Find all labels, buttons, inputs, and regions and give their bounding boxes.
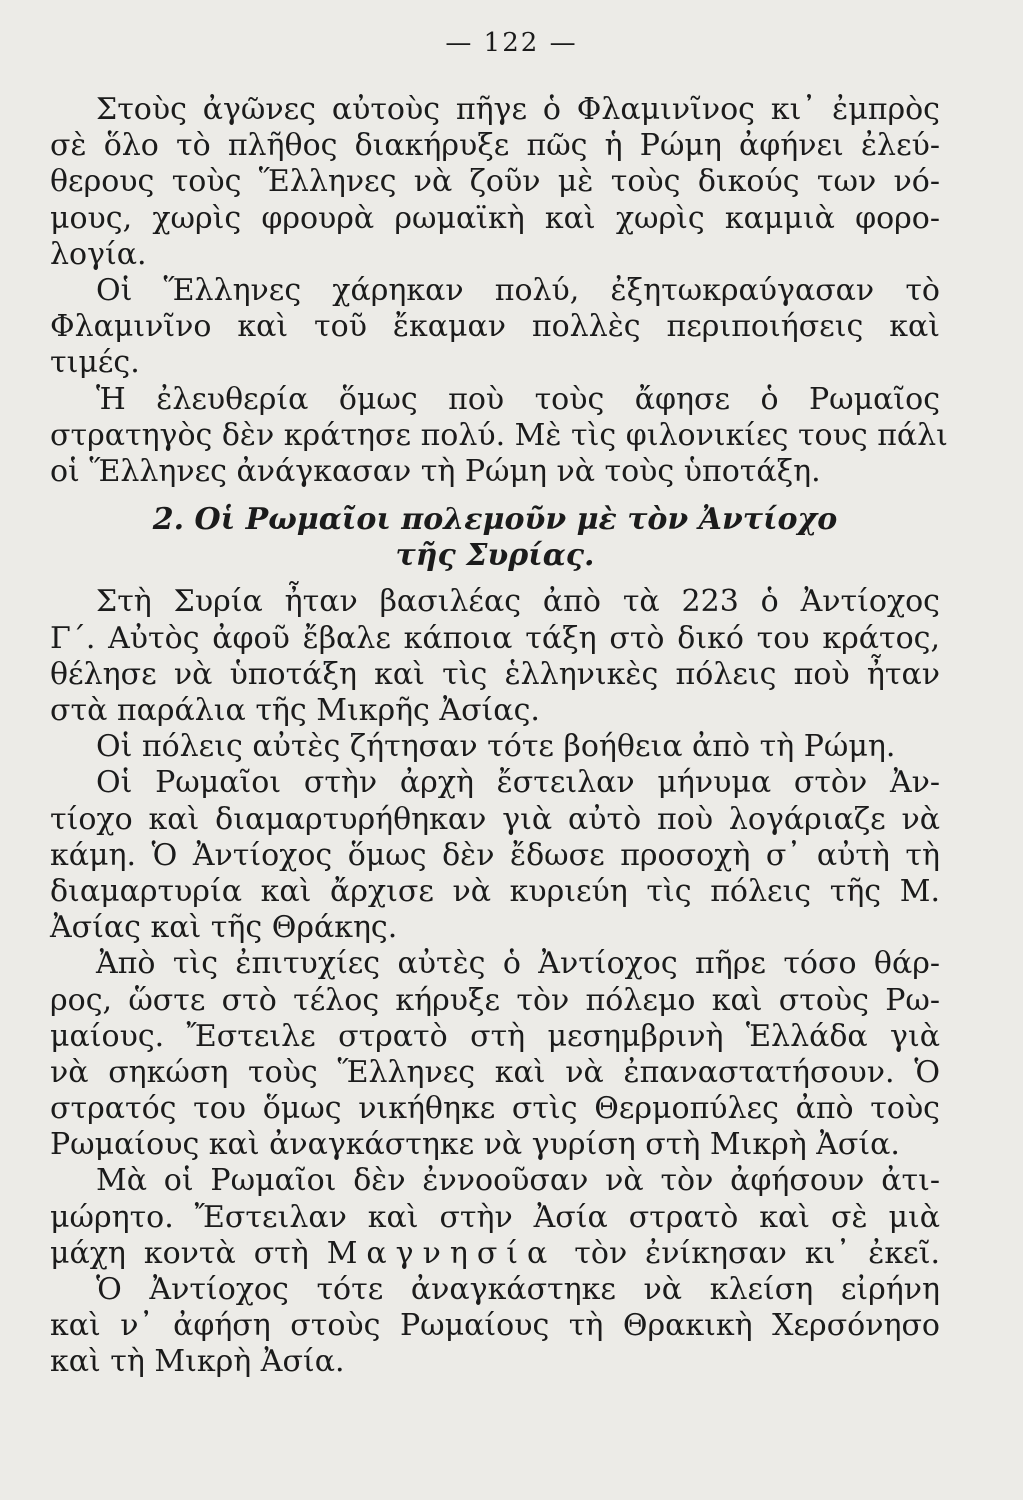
text-line: στρατός του ὅμως νικήθηκε στὶς Θερμοπύλες ἀπὸ τοὺς bbox=[50, 1091, 940, 1127]
spaced-place-name: Μαγνησία bbox=[326, 1235, 557, 1271]
text-line: τίοχο καὶ διαμαρτυρήθηκαν γιὰ αὐτὸ ποὺ λογάριαζε νὰ bbox=[50, 801, 940, 837]
text-line: Ρωμαίους καὶ ἀναγκάστηκε νὰ γυρίση στὴ Μικρὴ Ἀσία. bbox=[50, 1127, 900, 1163]
text-line: κάμη. Ὁ Ἀντίοχος ὅμως δὲν ἔδωσε προσοχὴ σ᾽ αὐτὴ τὴ bbox=[50, 837, 940, 873]
text-line-with-spaced-word bbox=[50, 1236, 940, 1272]
text-line: λογία. bbox=[50, 236, 147, 272]
text-line: σὲ ὅλο τὸ πλῆθος διακήρυξε πῶς ἡ Ρώμη ἀφήνει ἐλεύ- bbox=[50, 128, 940, 164]
text-line: Οἱ Ρωμαῖοι στὴν ἀρχὴ ἔστειλαν μήνυμα στὸν Ἀν- bbox=[96, 765, 940, 801]
text-line: Ἀσίας καὶ τῆς Θράκης. bbox=[50, 910, 398, 946]
text-line: ρος, ὥστε στὸ τέλος κήρυξε τὸν πόλεμο καὶ στοὺς Ρω- bbox=[50, 982, 940, 1018]
page-text bbox=[50, 92, 948, 1381]
text-line: Στοὺς ἀγῶνες αὐτοὺς πῆγε ὁ Φλαμινῖνος κι᾽ ἐμπρὸς bbox=[96, 92, 940, 127]
text-line: Ἡ ἐλευθερία ὅμως ποὺ τοὺς ἄφησε ὁ Ρωμαῖος bbox=[96, 381, 940, 417]
text-line: νὰ σηκώση τοὺς Ἕλληνες καὶ νὰ ἐπαναστατήσουν. Ὁ bbox=[50, 1054, 940, 1090]
text-line: Στὴ Συρία ἦταν βασιλέας ἀπὸ τὰ 223 ὁ Ἀντίοχος bbox=[96, 584, 940, 620]
text-fragment: τὸν ἐνίκησαν κι᾽ ἐκεῖ. bbox=[574, 1235, 940, 1271]
text-line: Ὁ Ἀντίοχος τότε ἀναγκάστηκε νὰ κλείση εἰρήνη bbox=[96, 1272, 940, 1307]
text-line: διαμαρτυρία καὶ ἄρχισε νὰ κυριεύη τὶς πόλεις τῆς Μ. bbox=[50, 873, 940, 909]
text-line: στρατηγὸς δὲν κράτησε πολύ. Μὲ τὶς φιλονικίες τους πάλι bbox=[50, 417, 948, 453]
text-line: Γ΄. Αὐτὸς ἀφοῦ ἔβαλε κάποια τάξη στὸ δικό του κράτος, bbox=[50, 620, 940, 656]
text-line: Ἀπὸ τὶς ἐπιτυχίες αὐτὲς ὁ Ἀντίοχος πῆρε τόσο θάρ- bbox=[96, 946, 940, 982]
text-line: Οἱ Ἕλληνες χάρηκαν πολύ, ἐξητωκραύγασαν τὸ bbox=[96, 272, 940, 308]
text-line: τιμές. bbox=[50, 345, 140, 381]
text-line: μαίους. Ἔστειλε στρατὸ στὴ μεσημβρινὴ Ἑλλάδα γιὰ bbox=[50, 1018, 940, 1054]
text-line: θερους τοὺς Ἕλληνες νὰ ζοῦν μὲ τοὺς δικούς των νό- bbox=[50, 164, 940, 200]
text-line: Μὰ οἱ Ρωμαῖοι δὲν ἐννοοῦσαν νὰ τὸν ἀφήσουν ἀτι- bbox=[96, 1163, 940, 1199]
page-number: — 122 — bbox=[445, 28, 578, 58]
text-line: θέλησε νὰ ὑποτάξη καὶ τὶς ἑλληνικὲς πόλεις ποὺ ἦταν bbox=[50, 656, 940, 692]
section-heading: 2. Οἱ Ρωμαῖοι πολεμοῦν μὲ τὸν Ἀντίοχο bbox=[152, 502, 838, 538]
text-line: Οἱ πόλεις αὐτὲς ζήτησαν τότε βοήθεια ἀπὸ τὴ Ρώμη. bbox=[96, 729, 896, 765]
text-line: μους, χωρὶς φρουρὰ ρωμαϊκὴ καὶ χωρὶς καμμιὰ φορο- bbox=[50, 200, 940, 236]
section-heading-continued: τῆς Συρίας. bbox=[395, 538, 595, 574]
text-line: στὰ παράλια τῆς Μικρῆς Ἀσίας. bbox=[50, 693, 540, 728]
text-line: μώρητο. Ἔστειλαν καὶ στὴν Ἀσία στρατὸ καὶ σὲ μιὰ bbox=[50, 1199, 940, 1235]
text-line: καὶ ν᾽ ἀφήση στοὺς Ρωμαίους τὴ Θρακικὴ Χερσόνησο bbox=[50, 1308, 940, 1344]
text-line: καὶ τὴ Μικρὴ Ἀσία. bbox=[50, 1344, 345, 1380]
text-fragment: μάχη κοντὰ στὴ bbox=[50, 1235, 309, 1271]
text-line: Φλαμινῖνο καὶ τοῦ ἔκαμαν πολλὲς περιποιήσεις καὶ bbox=[50, 309, 940, 345]
text-line: οἱ Ἕλληνες ἀνάγκασαν τὴ Ρώμη νὰ τοὺς ὑποτάξη. bbox=[50, 453, 821, 489]
